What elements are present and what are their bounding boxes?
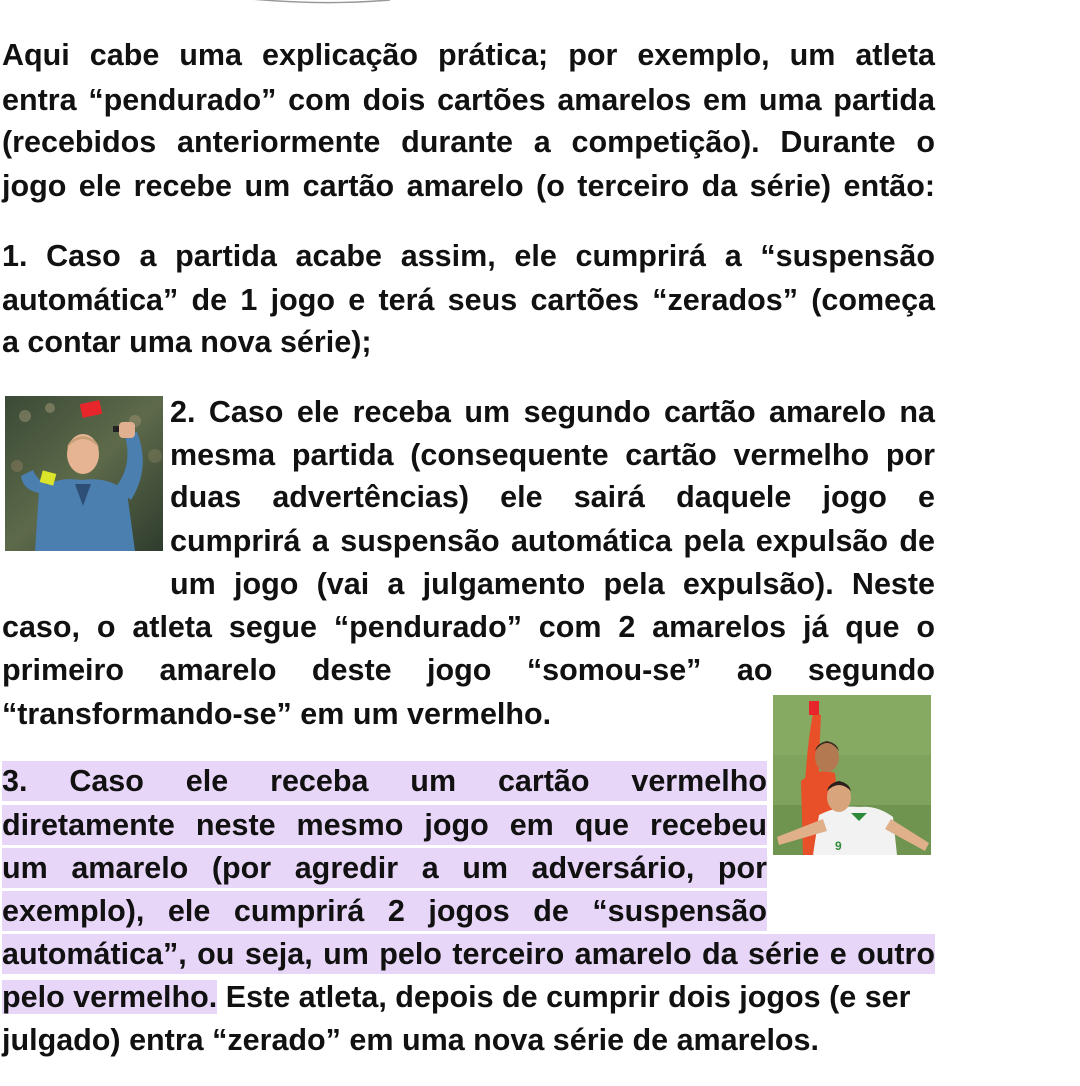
referee-player-photo-image <box>773 695 931 855</box>
item3-line-7: julgado) entra “zerado” em uma nova série de amarelos. <box>2 1023 819 1057</box>
item3-line-4-wrap <box>2 891 767 931</box>
item3-line-2: diretamente neste mesmo jogo em que recebeu <box>2 805 767 845</box>
item3-line-6-rest: Este atleta, depois de cumprir dois jogos (e ser <box>217 980 911 1014</box>
item1-line-3: a contar uma nova série); <box>2 325 372 359</box>
item3-line-6 <box>2 977 935 1017</box>
item2-line-6: caso, o atleta segue “pendurado” com 2 amarelos já que o <box>2 610 935 644</box>
item2-line-8: “transformando-se” em um vermelho. <box>2 697 552 731</box>
item3-line-6-highlight: pelo vermelho. <box>2 980 218 1014</box>
item3-line-4: exemplo), ele cumprirá 2 jogos de “suspensão <box>2 891 767 931</box>
referee-photo-image <box>5 396 163 551</box>
item3-line-2-wrap <box>2 805 767 845</box>
intro-line-2: entra “pendurado” com dois cartões amarelos em uma partida <box>2 83 935 117</box>
referee-photo <box>5 396 163 551</box>
intro-line-1: Aqui cabe uma explicação prática; por exemplo, um atleta <box>2 38 935 72</box>
item2-line-3: duas advertências) ele sairá daquele jogo e <box>170 480 935 514</box>
intro-line-3: (recebidos anteriormente durante a competição). Durante o <box>2 125 935 159</box>
top-edge-mark <box>240 0 420 10</box>
item2-line-1: 2. Caso ele receba um segundo cartão amarelo na <box>170 395 935 429</box>
intro-line-4: jogo ele recebe um cartão amarelo (o terceiro da série) então: <box>2 169 935 203</box>
item2-line-4: cumprirá a suspensão automática pela expulsão de <box>170 524 935 558</box>
item3-line-1-wrap <box>2 761 767 801</box>
item2-line-5: um jogo (vai a julgamento pela expulsão). Neste <box>170 567 935 601</box>
item3-line-5-wrap <box>2 934 935 974</box>
item3-line-3: um amarelo (por agredir a um adversário, por <box>2 848 767 888</box>
item1-line-1: 1. Caso a partida acabe assim, ele cumprirá a “suspensão <box>2 239 935 273</box>
item3-line-5: automática”, ou seja, um pelo terceiro amarelo da série e outro <box>2 934 935 974</box>
player-number: 9 <box>835 839 842 853</box>
item1-line-2: automática” de 1 jogo e terá seus cartões “zerados” (começa <box>2 283 935 317</box>
item3-line-3-wrap <box>2 848 767 888</box>
referee-player-photo <box>773 695 931 855</box>
item3-line-1: 3. Caso ele receba um cartão vermelho <box>2 761 767 801</box>
item2-line-7: primeiro amarelo deste jogo “somou-se” ao segundo <box>2 653 935 687</box>
item2-line-2: mesma partida (consequente cartão vermelho por <box>170 438 935 472</box>
